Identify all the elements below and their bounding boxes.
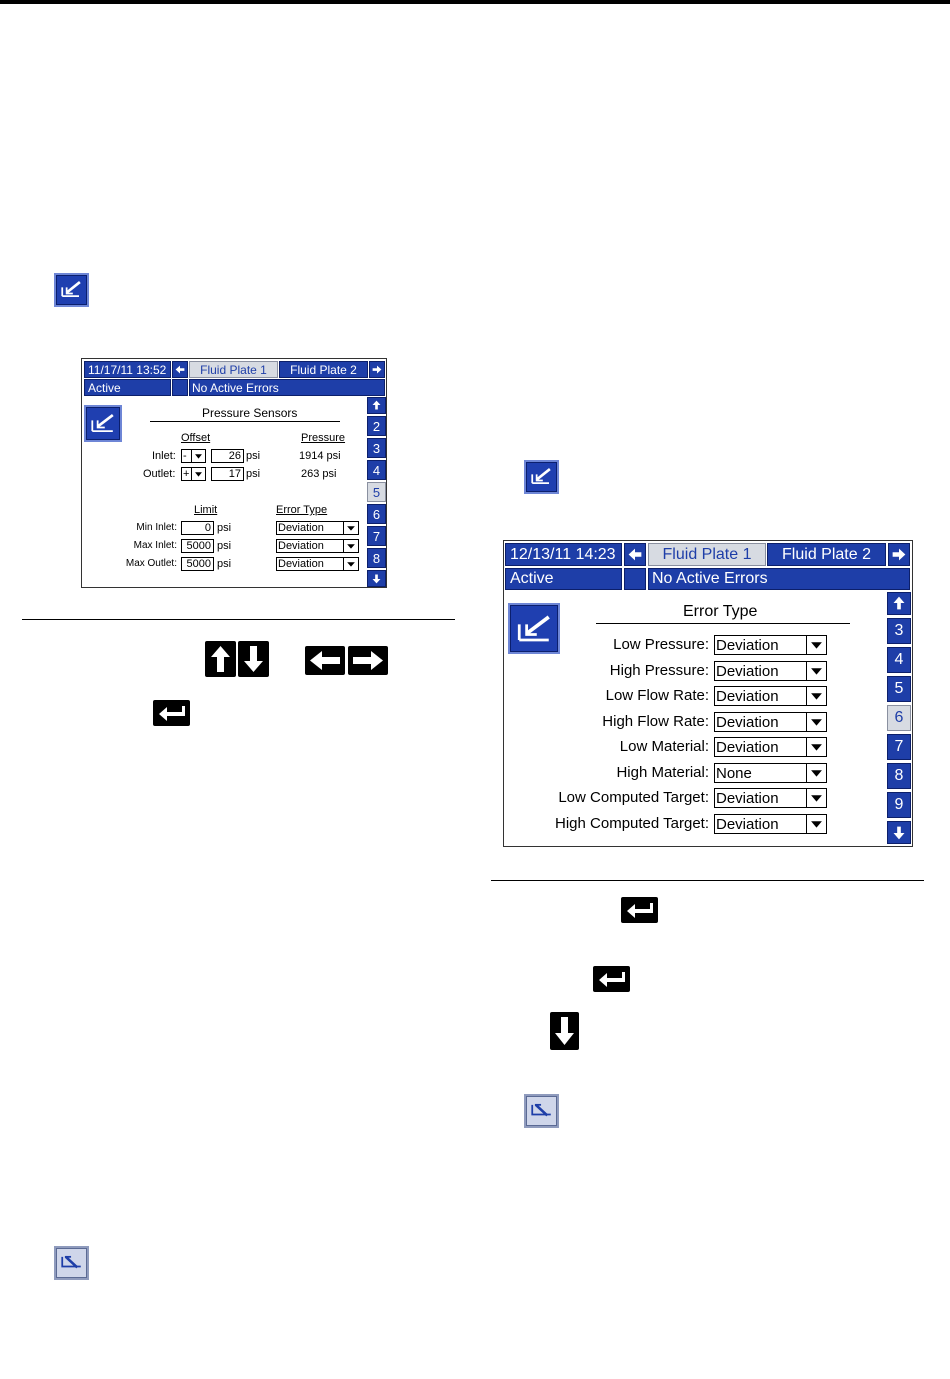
max-outlet-error-value: Deviation <box>278 558 324 570</box>
chevron-down-icon <box>806 764 826 782</box>
page-4-r[interactable] <box>887 647 911 673</box>
outlet-sign-select[interactable] <box>181 467 206 481</box>
max-outlet-limit-input[interactable] <box>181 557 214 571</box>
low-material-select[interactable] <box>714 737 827 757</box>
max-outlet-label: Max Outlet: <box>125 558 177 569</box>
page-2[interactable] <box>367 416 386 436</box>
datetime-display-2 <box>505 543 622 566</box>
max-inlet-error-select[interactable] <box>276 539 359 553</box>
inlet-offset-unit: psi <box>246 450 261 462</box>
right-section-divider <box>491 880 924 881</box>
tab-fluid-plate-1[interactable] <box>189 361 278 378</box>
scroll-up-arrow-icon-2[interactable] <box>887 592 911 615</box>
left-arrow-key-icon <box>305 646 345 675</box>
run-screen-icon[interactable] <box>54 1246 89 1280</box>
low-computed-target-select[interactable] <box>714 788 827 808</box>
enter-key-icon-3 <box>593 966 630 992</box>
right-arrow-key-icon <box>348 646 388 675</box>
status-display-2 <box>505 568 622 590</box>
max-inlet-error-value: Deviation <box>278 540 324 552</box>
low-material-value: Deviation <box>716 738 779 756</box>
high-material-select[interactable] <box>714 763 827 783</box>
tab-fluid-plate-2[interactable] <box>279 361 368 378</box>
datetime-text-2: 12/13/11 14:23 <box>510 545 616 563</box>
error-type-header: Error Type <box>276 504 328 516</box>
down-arrow-key-icon <box>238 641 269 677</box>
outlet-label: Outlet: <box>143 468 176 480</box>
max-inlet-unit: psi <box>217 540 232 552</box>
page-6-label: 6 <box>372 506 381 522</box>
page-5-label: 5 <box>372 484 381 500</box>
scroll-up-arrow-icon[interactable] <box>367 397 386 414</box>
chevron-down-icon <box>806 815 826 833</box>
page-9-label-r: 9 <box>894 796 904 813</box>
screen-setup-icon <box>84 405 122 442</box>
setup-screen-icon[interactable] <box>54 273 89 307</box>
page-8-label: 8 <box>372 550 381 566</box>
setup-screen-icon-right[interactable] <box>524 460 559 494</box>
page-3-label: 3 <box>372 440 381 456</box>
inlet-label: Inlet: <box>152 450 176 462</box>
min-inlet-error-select[interactable] <box>276 521 359 535</box>
enter-key-icon <box>153 700 190 726</box>
tab-fluid-plate-1-label: Fluid Plate 1 <box>200 362 267 377</box>
page-8-label-r: 8 <box>894 767 904 784</box>
screen-title: Pressure Sensors <box>202 406 298 420</box>
low-pressure-value: Deviation <box>716 636 779 654</box>
chevron-down-icon <box>806 636 826 654</box>
tab-left-arrow-icon[interactable] <box>172 361 188 378</box>
run-screen-icon-right[interactable] <box>524 1094 559 1128</box>
chevron-down-icon <box>806 789 826 807</box>
chevron-down-icon <box>806 687 826 705</box>
inlet-offset-input[interactable] <box>211 449 244 463</box>
chevron-down-icon <box>806 738 826 756</box>
chevron-down-icon <box>343 558 358 570</box>
status-indicator-box-2 <box>624 568 646 590</box>
page-4-label-r: 4 <box>894 651 904 668</box>
max-inlet-label: Max Inlet: <box>133 540 177 551</box>
high-flow-rate-label: High Flow Rate: <box>602 713 709 730</box>
limit-header: Limit <box>194 504 218 516</box>
page-3-r[interactable] <box>887 618 911 644</box>
low-computed-target-value: Deviation <box>716 789 779 807</box>
enter-key-icon-2 <box>621 897 658 923</box>
tab-fluid-plate-2-label: Fluid Plate 2 <box>290 362 357 377</box>
page-4-label: 4 <box>372 462 381 478</box>
status-text: Active <box>88 380 121 395</box>
page-7-label-r: 7 <box>894 738 904 755</box>
high-computed-target-value: Deviation <box>716 815 779 833</box>
inlet-pressure-value: 1914 psi <box>299 450 341 462</box>
page-3-label-r: 3 <box>894 622 904 639</box>
outlet-pressure-value: 263 psi <box>301 468 337 480</box>
chevron-down-icon <box>191 468 205 480</box>
min-inlet-error-value: Deviation <box>278 522 324 534</box>
status-indicator-box <box>172 379 188 396</box>
max-outlet-unit: psi <box>217 558 232 570</box>
chevron-down-icon <box>343 522 358 534</box>
pressure-header: Pressure <box>301 432 346 444</box>
left-section-divider <box>22 619 455 620</box>
tab-fluid-plate-1-2[interactable] <box>648 543 766 566</box>
page-2-label: 2 <box>372 418 381 434</box>
errors-display <box>189 379 385 396</box>
page-5-r[interactable] <box>887 676 911 702</box>
down-arrow-key-icon-2 <box>550 1012 579 1050</box>
page-7[interactable] <box>367 526 386 546</box>
page-top-rule <box>0 0 950 4</box>
page-7-label: 7 <box>372 528 381 544</box>
errors-display-2 <box>648 568 910 590</box>
min-inlet-unit: psi <box>217 522 232 534</box>
up-arrow-key-icon <box>205 641 236 677</box>
page-9-r[interactable] <box>887 792 911 818</box>
screen-title-2: Error Type <box>683 603 758 620</box>
pressure-sensors-screen <box>81 358 387 588</box>
errors-text: No Active Errors <box>192 380 279 395</box>
high-material-label: High Material: <box>616 764 709 781</box>
low-flow-rate-value: Deviation <box>716 687 779 705</box>
page-8[interactable] <box>367 548 386 568</box>
inlet-sign-value: - <box>183 450 187 462</box>
outlet-offset-input[interactable] <box>211 467 244 481</box>
high-computed-target-select[interactable] <box>714 814 827 834</box>
page-7-r[interactable] <box>887 734 911 760</box>
offset-header: Offset <box>181 432 211 444</box>
screen-setup-icon-2 <box>508 603 560 654</box>
low-computed-target-label: Low Computed Target: <box>558 789 709 806</box>
outlet-offset-value: 17 <box>228 468 241 480</box>
title-underline-2 <box>596 623 850 624</box>
tab-right-arrow-icon[interactable] <box>369 361 385 378</box>
tab-right-arrow-icon-2[interactable] <box>888 543 910 566</box>
page-6-selected-r[interactable] <box>887 705 911 731</box>
page-8-r[interactable] <box>887 763 911 789</box>
min-inlet-limit-input[interactable] <box>181 521 214 535</box>
title-underline <box>150 421 340 422</box>
chevron-down-icon <box>806 713 826 731</box>
outlet-sign-value: + <box>183 468 190 480</box>
errors-text-2: No Active Errors <box>652 570 768 587</box>
chevron-down-icon <box>191 450 205 462</box>
chevron-down-icon <box>343 540 358 552</box>
page-3[interactable] <box>367 438 386 458</box>
page-4[interactable] <box>367 460 386 480</box>
low-flow-rate-select[interactable] <box>714 686 827 706</box>
max-outlet-limit-value: 5000 <box>186 558 211 570</box>
page-5-label-r: 5 <box>894 680 904 697</box>
max-inlet-limit-input[interactable] <box>181 539 214 553</box>
max-outlet-error-select[interactable] <box>276 557 359 571</box>
high-computed-target-label: High Computed Target: <box>555 815 709 832</box>
tab-fluid-plate-2-label-2: Fluid Plate 2 <box>782 545 871 563</box>
high-flow-rate-select[interactable] <box>714 712 827 732</box>
min-inlet-label: Min Inlet: <box>136 522 177 533</box>
high-pressure-value: Deviation <box>716 662 779 680</box>
tab-left-arrow-icon-2[interactable] <box>624 543 646 566</box>
high-material-value: None <box>716 764 752 782</box>
tab-fluid-plate-2-2[interactable] <box>767 543 886 566</box>
inlet-offset-value: 26 <box>228 450 241 462</box>
tab-fluid-plate-1-label-2: Fluid Plate 1 <box>662 545 752 563</box>
low-pressure-select[interactable] <box>714 635 827 655</box>
scroll-down-arrow-icon[interactable] <box>367 570 386 587</box>
low-material-label: Low Material: <box>619 738 709 755</box>
high-pressure-select[interactable] <box>714 661 827 681</box>
datetime-text: 11/17/11 13:52 <box>88 362 167 377</box>
min-inlet-limit-value: 0 <box>204 522 211 534</box>
high-pressure-label: High Pressure: <box>609 662 709 679</box>
status-text-2: Active <box>510 570 554 587</box>
scroll-down-arrow-icon-2[interactable] <box>887 821 911 844</box>
outlet-offset-unit: psi <box>246 468 261 480</box>
page-6-label-r: 6 <box>894 709 904 726</box>
datetime-display <box>84 361 171 378</box>
high-flow-rate-value: Deviation <box>716 713 779 731</box>
page-5-selected[interactable] <box>367 482 386 502</box>
page-6[interactable] <box>367 504 386 524</box>
chevron-down-icon <box>806 662 826 680</box>
error-type-screen <box>503 540 913 847</box>
inlet-sign-select[interactable] <box>181 449 206 463</box>
low-pressure-label: Low Pressure: <box>613 636 709 653</box>
low-flow-rate-label: Low Flow Rate: <box>605 687 709 704</box>
max-inlet-limit-value: 5000 <box>186 540 211 552</box>
status-display <box>84 379 171 396</box>
